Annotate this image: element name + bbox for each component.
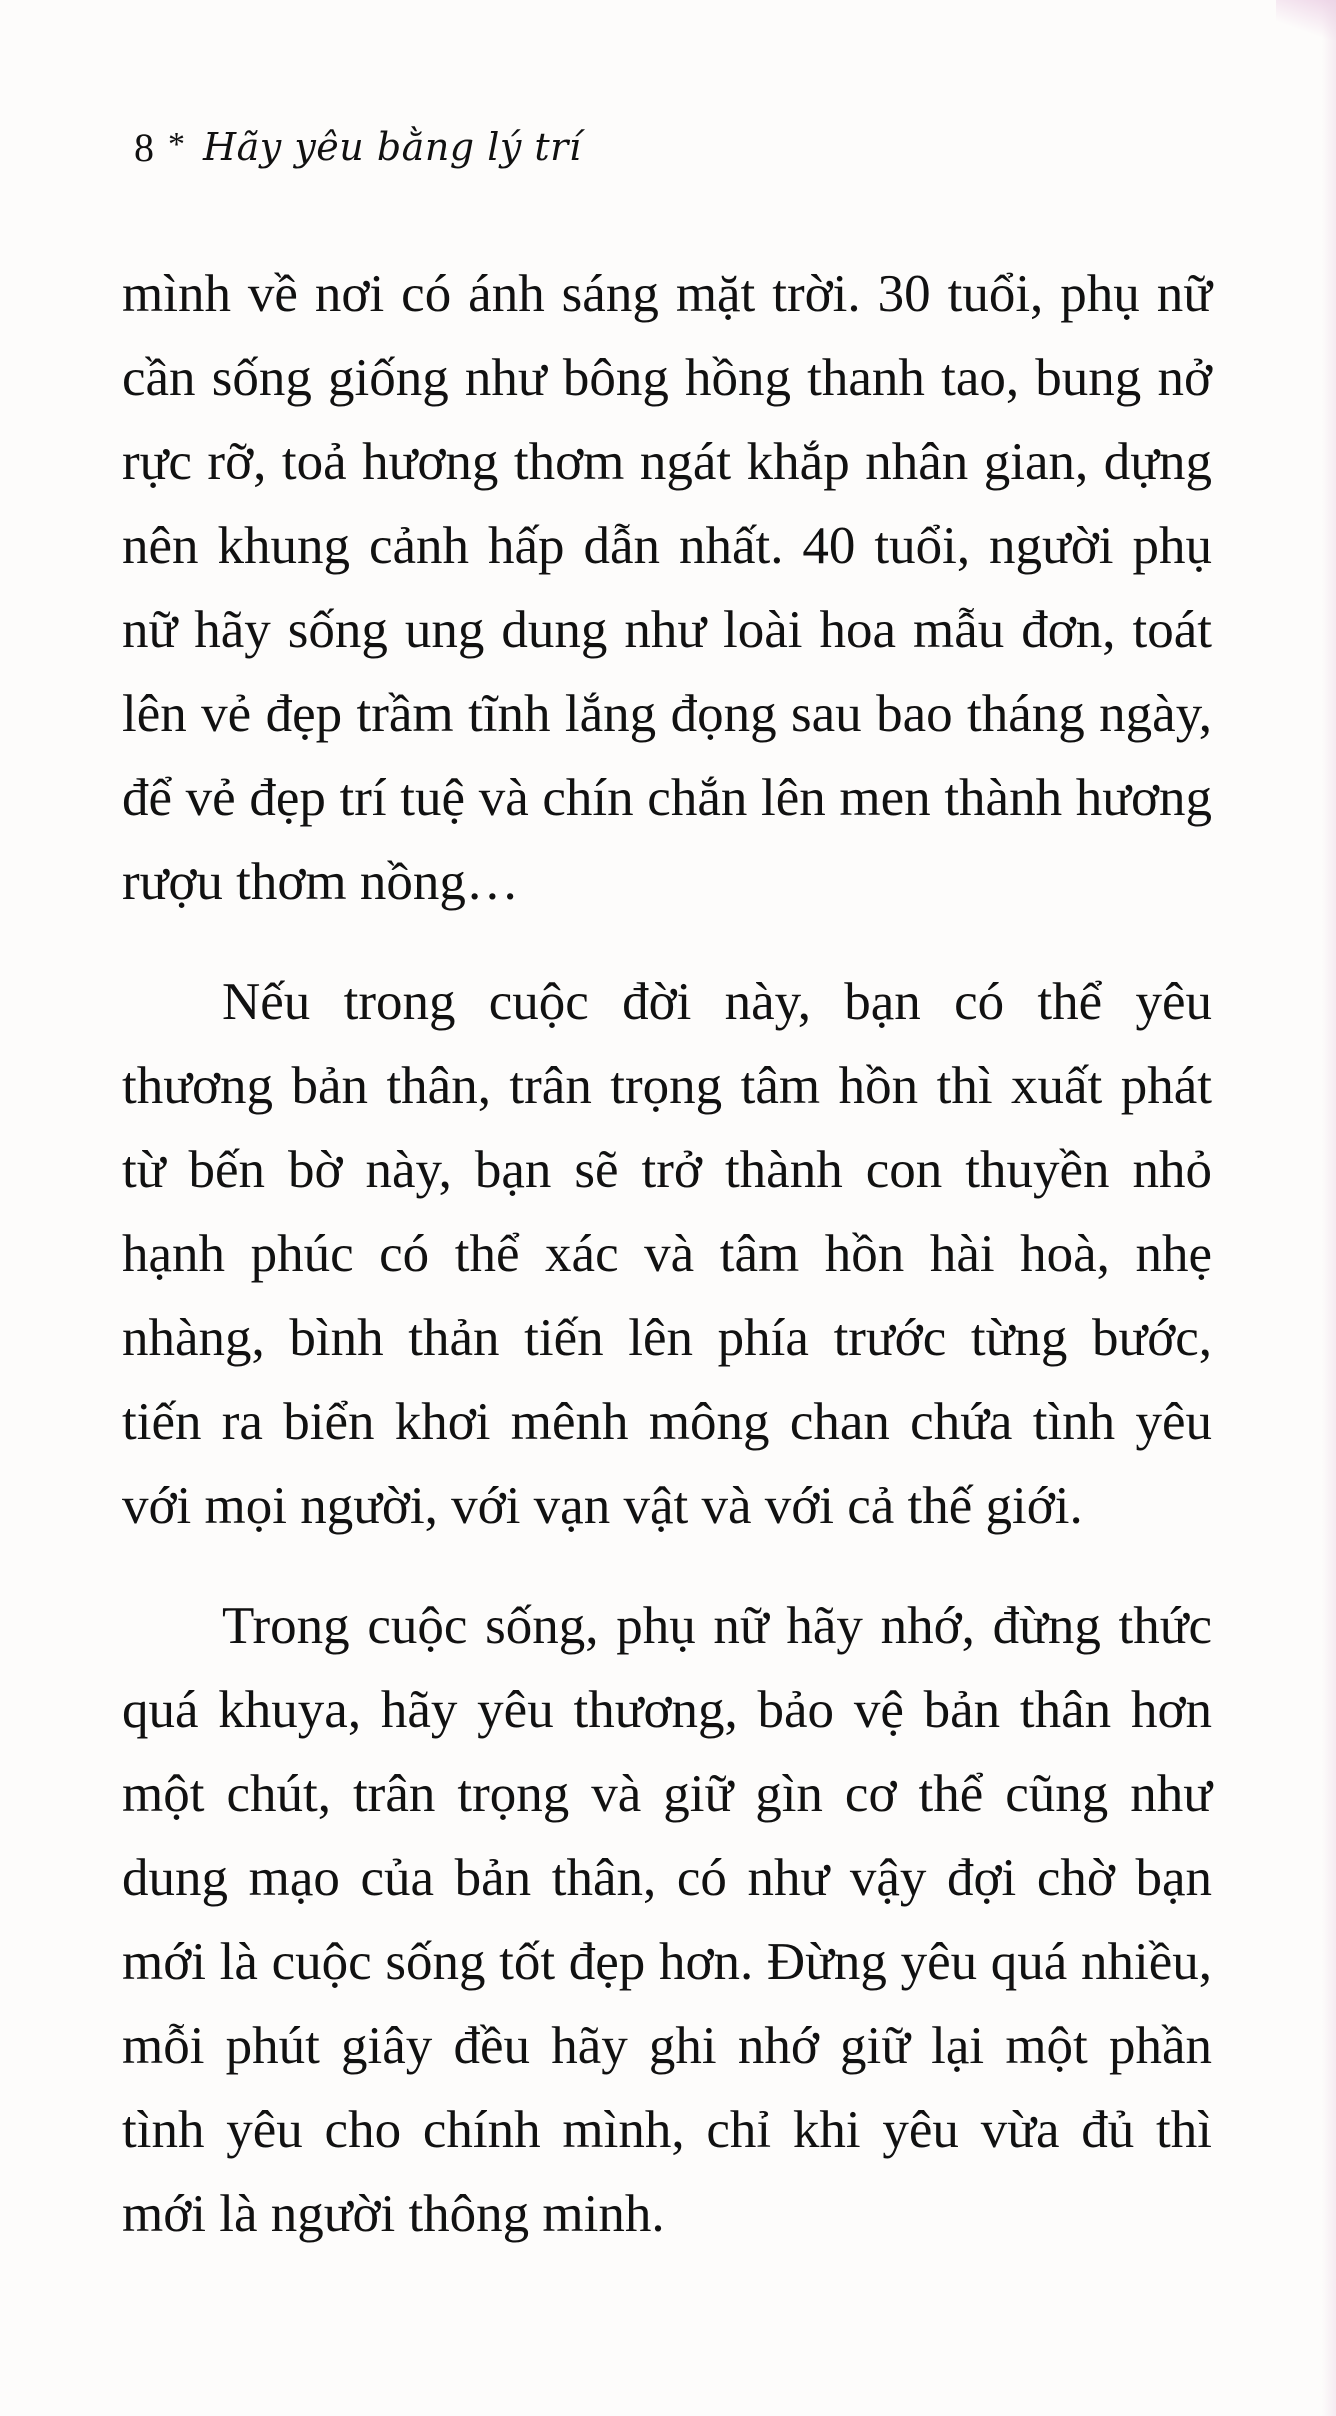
paragraph-3: Trong cuộc sống, phụ nữ hãy nhớ, đừng thức quá khuya, hãy yêu thương, bảo vệ bản thân hơn một chút, trân trọng và giữ gìn cơ thể cũng như dung mạo của bản thân, có như vậy đợi chờ bạn mới là cuộc sống tốt đẹp hơn. Đừng yêu quá nhiều, mỗi phút giây đều hãy ghi nhớ giữ lại một phần tình yêu cho chính mình, chỉ khi yêu vừa đủ thì mới là người thông minh. xyxy=(122,1597,1212,2243)
paragraph-2: Nếu trong cuộc đời này, bạn có thể yêu thương bản thân, trân trọng tâm hồn thì xuất phát từ bến bờ này, bạn sẽ trở thành con thuyền nhỏ hạnh phúc có thể xác và tâm hồn hài hoà, nhẹ nhàng, bình thản tiến lên phía trước từng bước, tiến ra biển khơi mênh mông chan chứa tình yêu với mọi người, với vạn vật và với cả thế giới. xyxy=(122,973,1212,1535)
body-text xyxy=(122,252,1212,2292)
page-edge-shading xyxy=(1322,0,1336,2416)
paragraph-1: mình về nơi có ánh sáng mặt trời. 30 tuổi, phụ nữ cần sống giống như bông hồng thanh tao, bung nở rực rỡ, toả hương thơm ngát khắp nhân gian, dựng nên khung cảnh hấp dẫn nhất. 40 tuổi, người phụ nữ hãy sống ung dung như loài hoa mẫu đơn, toát lên vẻ đẹp trầm tĩnh lắng đọng sau bao tháng ngày, để vẻ đẹp trí tuệ và chín chắn lên men thành hương rượu thơm nồng… xyxy=(122,265,1212,911)
header-separator: * xyxy=(168,126,185,163)
running-title: Hãy yêu bằng lý trí xyxy=(203,125,582,169)
page-number: 8 xyxy=(134,124,154,170)
page-header xyxy=(134,112,582,182)
